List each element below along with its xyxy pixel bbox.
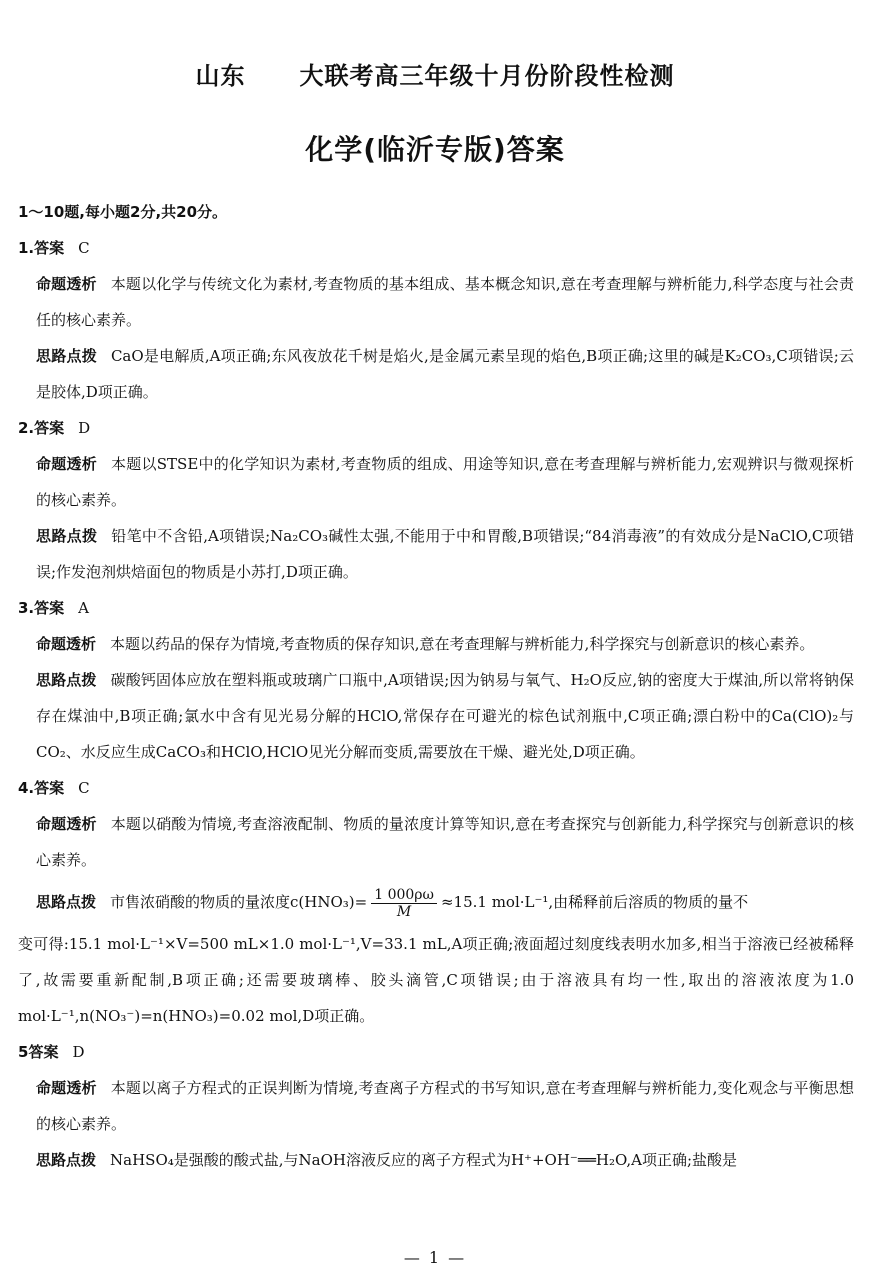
- question-number: 5: [18, 1043, 29, 1061]
- answer-content: [18, 194, 854, 1178]
- analysis-text: 本题以化学与传统文化为素材,考查物质的基本组成、基本概念知识,意在考查理解与辨析能力,科学态度与社会责任的核心素养。: [36, 275, 854, 329]
- analysis-label: 命题透析: [36, 815, 97, 833]
- question-number: 1.: [18, 239, 35, 257]
- answer-label: 答案: [34, 779, 65, 797]
- hint-text: 铅笔中不含铅,A项错误;Na₂CO₃碱性太强,不能用于中和胃酸,B项错误;“84消毒液”的有效成分是NaClO,C项错误;作发泡剂烘焙面包的物质是小苏打,D项正确。: [36, 527, 854, 581]
- intro-text: 1～10题,每小题2分,共20分。: [18, 203, 228, 221]
- fraction-numerator: 1 000ρω: [371, 887, 437, 904]
- hint-label: 思路点拨: [36, 1151, 97, 1169]
- hint-text: NaHSO₄是强酸的酸式盐,与NaOH溶液反应的离子方程式为H⁺+OH⁻══H₂O,A项正确;盐酸是: [110, 1151, 738, 1169]
- fraction-denominator: M: [396, 903, 412, 920]
- hint-text: CaO是电解质,A项正确;东风夜放花千树是焰火,是金属元素呈现的焰色,B项正确;这里的碱是K₂CO₃,C项错误;云是胶体,D项正确。: [36, 347, 854, 401]
- hint-text: ≈15.1 mol·L⁻¹,由稀释前后溶质的物质的量不: [440, 893, 749, 911]
- answer-label: 答案: [34, 599, 65, 617]
- answer-value: C: [78, 779, 90, 797]
- analysis-text: 本题以硝酸为情境,考查溶液配制、物质的量浓度计算等知识,意在考查探究与创新能力,科学探究与创新意识的核心素养。: [36, 815, 854, 869]
- answer-label: 答案: [34, 419, 65, 437]
- hint-text: 市售浓硝酸的物质的量浓度c(HNO₃)=: [110, 893, 368, 911]
- answer-value: D: [72, 1043, 85, 1061]
- analysis-text: 本题以STSE中的化学知识为素材,考查物质的组成、用途等知识,意在考查理解与辨析能力,宏观辨识与微观探析的核心素养。: [36, 455, 854, 509]
- analysis-label: 命题透析: [36, 1079, 97, 1097]
- question-5: [18, 1034, 854, 1178]
- hint-label: 思路点拨: [36, 671, 97, 689]
- answer-value: A: [78, 599, 89, 617]
- hint-label: 思路点拨: [36, 893, 97, 911]
- question-number: 4.: [18, 779, 35, 797]
- hint-label: 思路点拨: [36, 347, 97, 365]
- analysis-text: 本题以离子方程式的正误判断为情境,考查离子方程式的书写知识,意在考查理解与辨析能力,变化观念与平衡思想的核心素养。: [36, 1079, 854, 1133]
- analysis-label: 命题透析: [36, 635, 97, 653]
- analysis-label: 命题透析: [36, 455, 98, 473]
- hint-label: 思路点拨: [36, 527, 98, 545]
- answer-value: C: [78, 239, 90, 257]
- question-number: 2.: [18, 419, 35, 437]
- answer-value: D: [78, 419, 91, 437]
- question-2: [18, 410, 854, 590]
- subject-title: 化学(临沂专版)答案: [305, 133, 565, 166]
- answer-label: 答案: [34, 239, 65, 257]
- region-label: 山东: [195, 62, 246, 90]
- answer-label: 答案: [28, 1043, 59, 1061]
- analysis-label: 命题透析: [36, 275, 97, 293]
- density-fraction: [371, 887, 437, 920]
- question-4: [18, 770, 854, 1034]
- question-1: [18, 230, 854, 410]
- question-number: 3.: [18, 599, 35, 617]
- exam-title: [0, 56, 870, 91]
- question-3: [18, 590, 854, 770]
- hint-text: 碳酸钙固体应放在塑料瓶或玻璃广口瓶中,A项错误;因为钠易与氧气、H₂O反应,钠的密度大于煤油,所以常将钠保存在煤油中,B项正确;氯水中含有见光易分解的HClO,常保存在可避光的棕色试剂瓶中,C项正确;漂白粉中的Ca(ClO)₂与CO₂、水反应生成CaCO₃和HClO,HClO见光分解而变质,需要放在干燥、避光处,D项正确。: [36, 671, 854, 761]
- hint-text-continued: 变可得:15.1 mol·L⁻¹×V=500 mL×1.0 mol·L⁻¹,V=33.1 mL,A项正确;液面超过刻度线表明水加多,相当于溶液已经被稀释了,故需要重新配制,B项正确;还需要玻璃棒、胶头滴管,C项错误;由于溶液具有均一性,取出的溶液浓度为1.0 mol·L⁻¹,n(NO₃⁻)=n(HNO₃)=0.02 mol,D项正确。: [18, 935, 854, 1025]
- analysis-text: 本题以药品的保存为情境,考查物质的保存知识,意在考查理解与辨析能力,科学探究与创新意识的核心素养。: [110, 635, 815, 653]
- page-number: — 1 —: [403, 1248, 467, 1267]
- exam-name: 大联考高三年级十月份阶段性检测: [299, 62, 675, 90]
